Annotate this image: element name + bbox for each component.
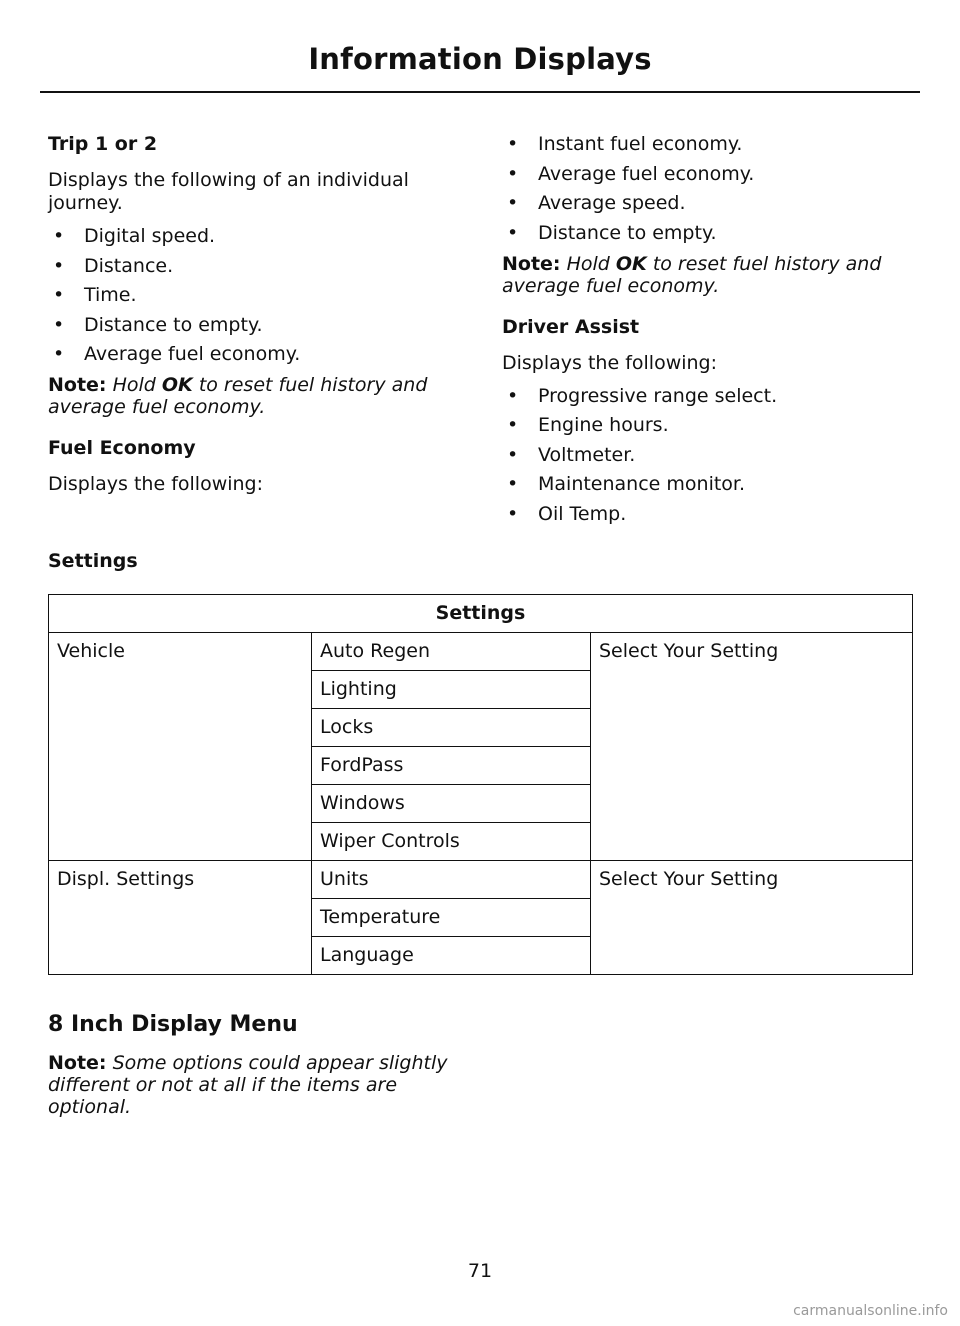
page-number: 71 [467, 1260, 493, 1282]
table-row [49, 633, 913, 671]
list-item: • Distance. [53, 254, 174, 277]
trip-note: Note: Hold OK to reset fuel history and average fuel economy. [48, 374, 428, 418]
list-item: • Digital speed. [53, 225, 216, 247]
trip-list [48, 225, 460, 366]
driver-assist-heading: Driver Assist [502, 315, 640, 338]
list-item: • Maintenance monitor. [507, 473, 746, 495]
driver-assist-list [502, 385, 914, 526]
right-column [502, 133, 914, 534]
list-item: • Progressive range select. [507, 384, 778, 407]
trip-intro: Displays the following of an individual journey. [48, 169, 409, 214]
fuel-economy-list [502, 133, 914, 245]
left-column [48, 133, 460, 506]
list-item: • Average speed. [507, 192, 686, 214]
list-item: • Average fuel economy. [507, 162, 755, 185]
list-item: • Average fuel economy. [53, 343, 301, 365]
title-divider [40, 91, 920, 93]
setting-cell: FordPass [312, 747, 591, 785]
fuel-note: Note: Hold OK to reset fuel history and average fuel economy. [502, 252, 882, 297]
watermark: carmanualsonline.info [793, 1303, 948, 1319]
setting-cell: Lighting [312, 671, 591, 709]
list-item: • Oil Temp. [507, 502, 627, 525]
table-header-row [49, 595, 913, 633]
list-item: • Time. [53, 284, 137, 306]
settings-heading: Settings [48, 550, 138, 572]
action-cell: Select Your Setting [591, 633, 913, 861]
trip-heading: Trip 1 or 2 [48, 133, 158, 155]
display-menu-note: Note: Some options could appear slightly different or not at all if the items are optional. [48, 1052, 448, 1118]
driver-assist-intro: Displays the following: [502, 351, 718, 374]
table-title: Settings [49, 595, 913, 633]
setting-cell: Locks [312, 709, 591, 747]
settings-table [48, 594, 913, 975]
list-item: • Voltmeter. [507, 443, 636, 466]
setting-cell: Language [312, 937, 591, 975]
table-row [49, 861, 913, 899]
fuel-economy-heading: Fuel Economy [48, 437, 196, 459]
display-menu-heading: 8 Inch Display Menu [48, 1012, 298, 1037]
setting-cell: Units [312, 861, 591, 899]
page-title: Information Displays [308, 42, 652, 76]
setting-cell: Auto Regen [312, 633, 591, 671]
list-item: • Engine hours. [507, 414, 669, 436]
list-item: • Instant fuel economy. [507, 133, 743, 155]
group-name-cell: Displ. Settings [49, 861, 312, 975]
group-name-cell: Vehicle [49, 633, 312, 861]
setting-cell: Temperature [312, 899, 591, 937]
list-item: • Distance to empty. [507, 221, 717, 244]
list-item: • Distance to empty. [53, 313, 263, 336]
action-cell: Select Your Setting [591, 861, 913, 975]
setting-cell: Wiper Controls [312, 823, 591, 861]
setting-cell: Windows [312, 785, 591, 823]
fuel-economy-intro: Displays the following: [48, 473, 264, 495]
